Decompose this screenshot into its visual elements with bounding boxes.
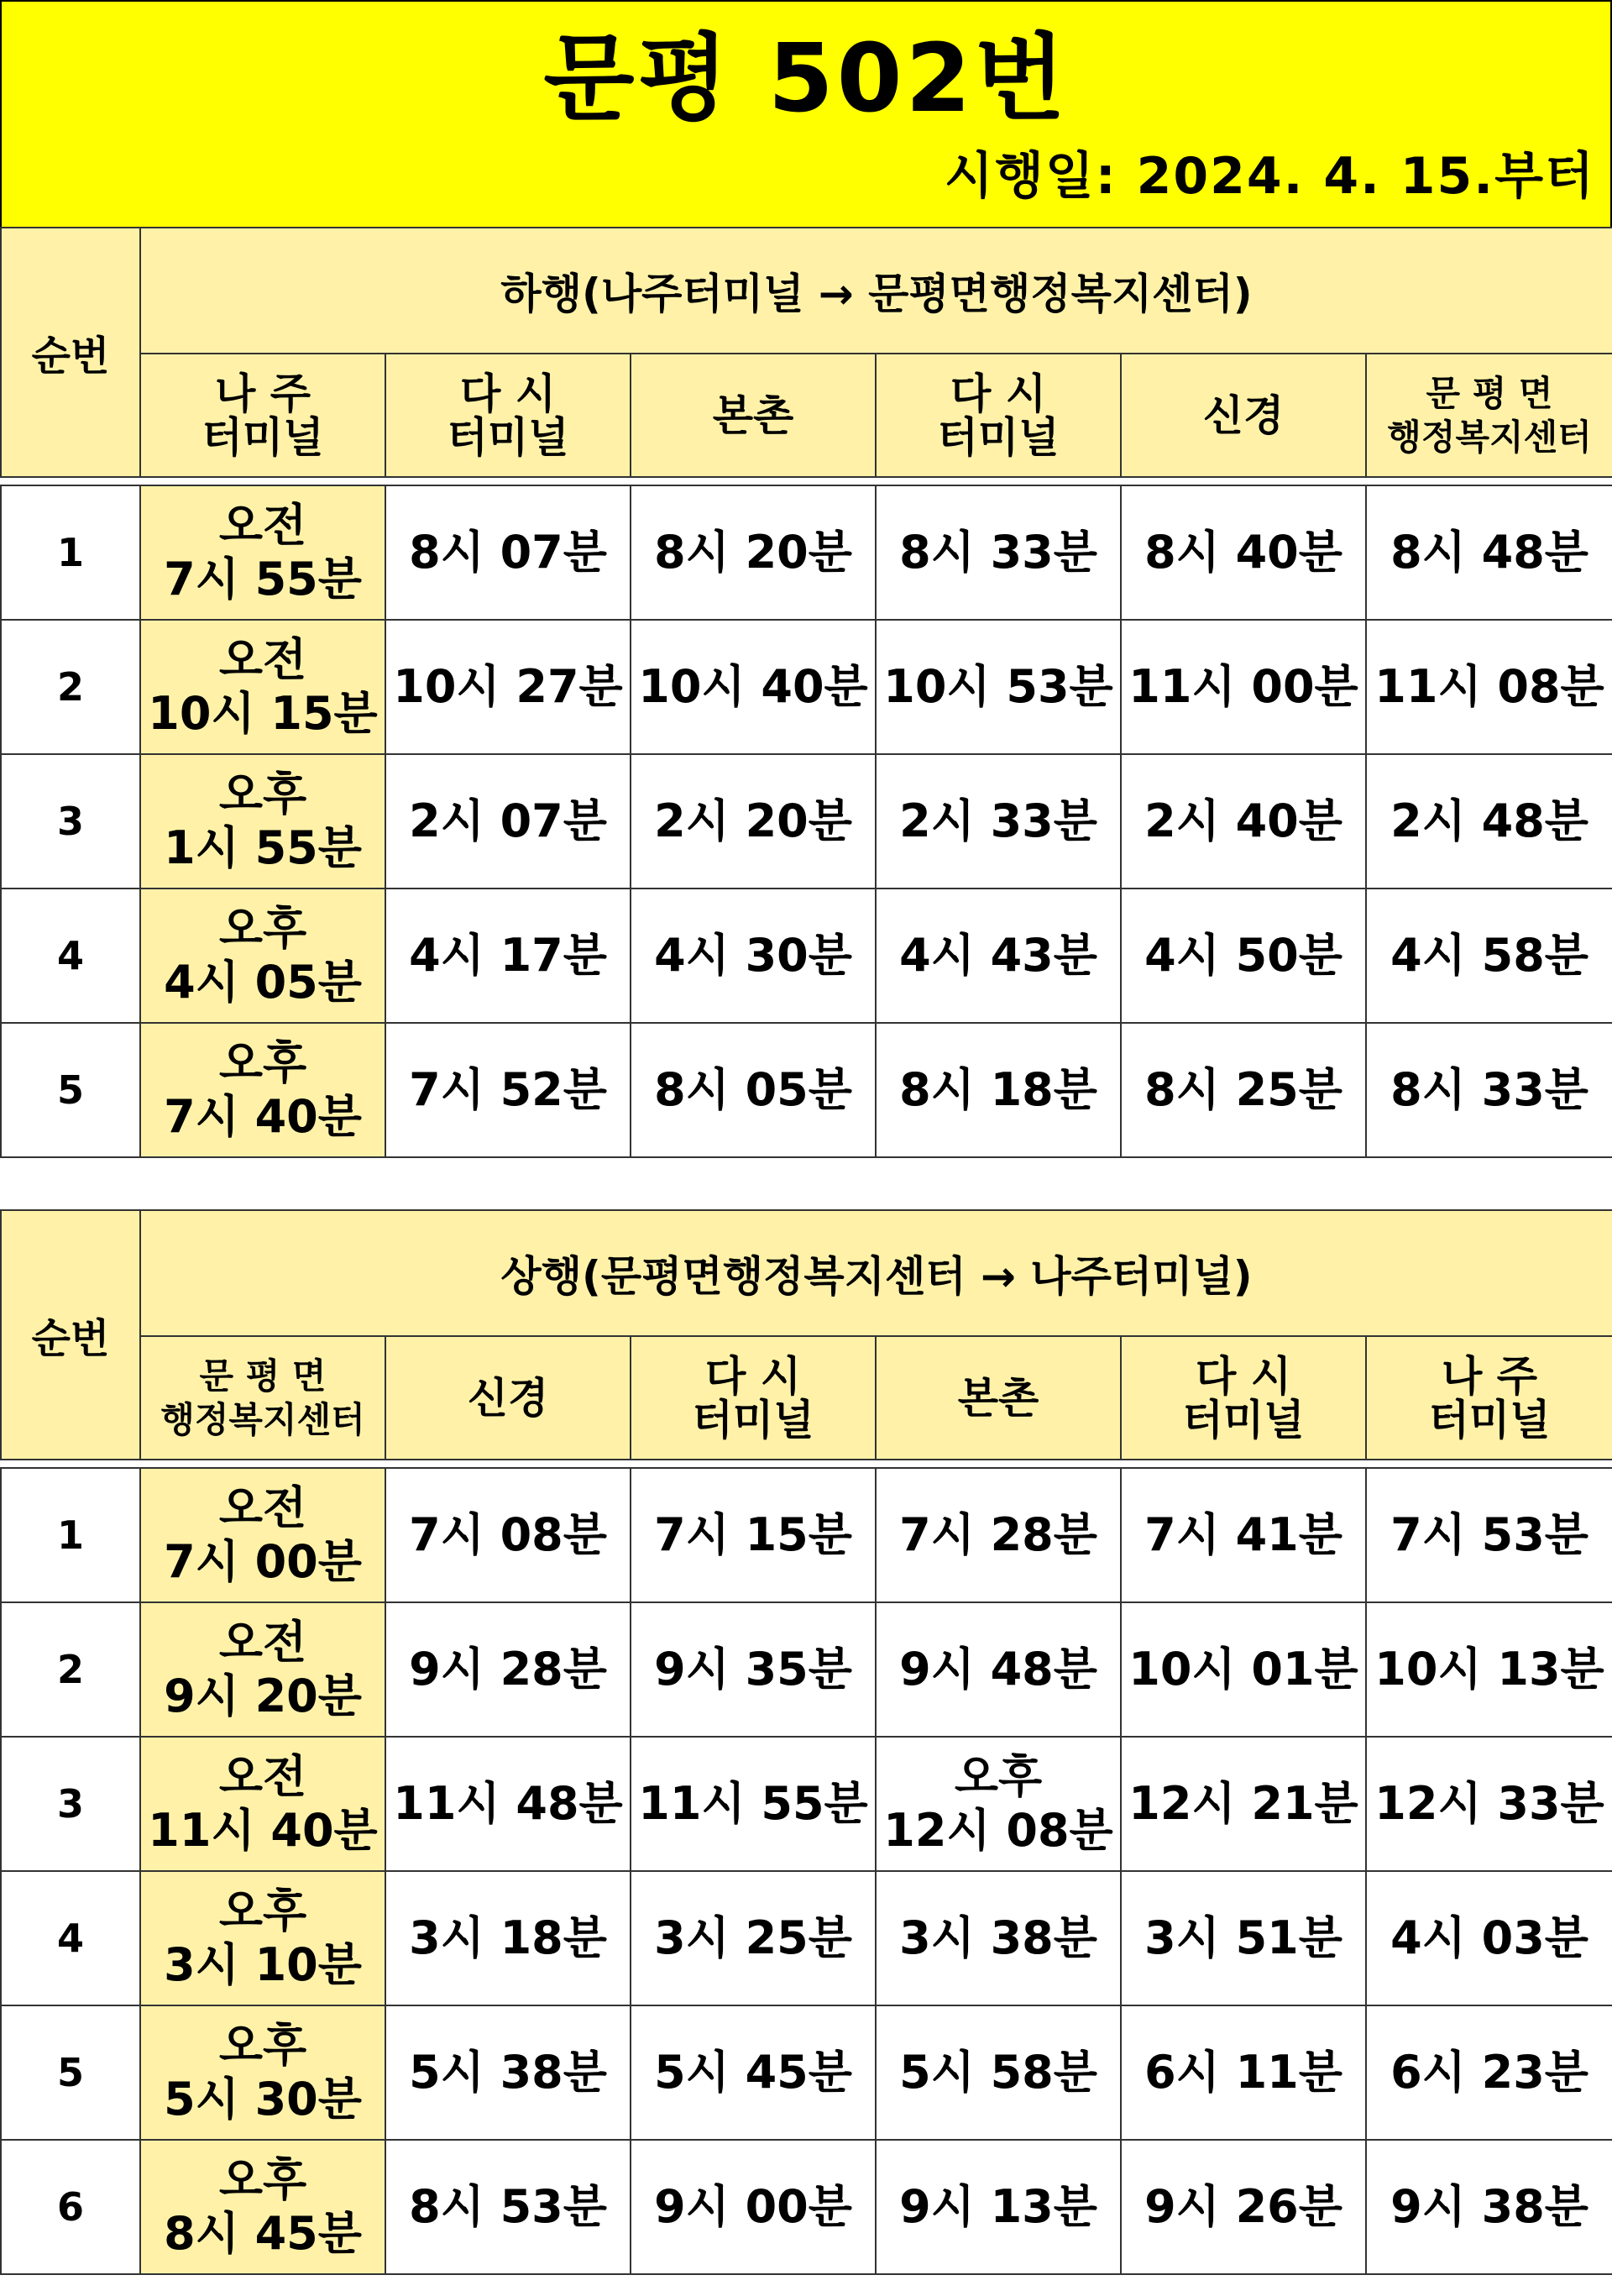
stop-time: 6시 23분 bbox=[1366, 2005, 1612, 2140]
stop-time: 8시 40분 bbox=[1121, 485, 1366, 620]
departure-clock: 5시 30분 bbox=[164, 2073, 362, 2126]
stop-time: 3시 51분 bbox=[1121, 1871, 1366, 2005]
header-divider bbox=[1, 477, 1612, 485]
title-banner bbox=[0, 0, 1612, 230]
departure-time bbox=[140, 889, 385, 1023]
table-row bbox=[1, 1602, 1612, 1737]
departure-time bbox=[140, 1871, 385, 2005]
departure-period: 오후 bbox=[218, 902, 307, 955]
departure-time bbox=[140, 1023, 385, 1157]
table-row bbox=[1, 889, 1612, 1023]
departure-clock: 9시 20분 bbox=[164, 1670, 362, 1722]
stop-time: 4시 03분 bbox=[1366, 1871, 1612, 2005]
stop-time: 9시 26분 bbox=[1121, 2140, 1366, 2274]
stop-name-line1: 문 평 면 bbox=[199, 1355, 327, 1397]
stop-time: 9시 35분 bbox=[631, 1602, 876, 1737]
trip-number: 2 bbox=[1, 620, 140, 754]
stop-time: 7시 53분 bbox=[1366, 1468, 1612, 1602]
stop-time: 4시 50분 bbox=[1121, 889, 1366, 1023]
stop-time: 3시 38분 bbox=[876, 1871, 1121, 2005]
departure-period: 오후 bbox=[218, 2153, 307, 2206]
stop-name-line1: 다 시 bbox=[950, 369, 1046, 418]
stop-time: 9시 28분 bbox=[385, 1602, 631, 1737]
stop-time: 10시 27분 bbox=[385, 620, 631, 754]
table-row bbox=[1, 1737, 1612, 1871]
stop-time: 7시 28분 bbox=[876, 1468, 1121, 1602]
stop-name-line1: 다 시 bbox=[704, 1351, 801, 1401]
stop-header bbox=[140, 1336, 385, 1460]
stop-name-line1: 나 주 bbox=[214, 369, 311, 418]
stop-name-line2: 행정복지센터 bbox=[160, 1398, 365, 1440]
stop-header bbox=[1366, 1336, 1612, 1460]
divider-cell bbox=[1, 1460, 1612, 1468]
stop-time: 8시 33분 bbox=[876, 485, 1121, 620]
departure-period: 오전 bbox=[218, 1481, 307, 1534]
stop-time: 5시 45분 bbox=[631, 2005, 876, 2140]
stop-time: 12시 21분 bbox=[1121, 1737, 1366, 1871]
stop-time: 2시 48분 bbox=[1366, 754, 1612, 889]
stop-time: 11시 48분 bbox=[385, 1737, 631, 1871]
departure-clock: 7시 00분 bbox=[164, 1535, 362, 1588]
downbound-timetable bbox=[0, 227, 1612, 1158]
stop-time: 2시 07분 bbox=[385, 754, 631, 889]
divider-cell bbox=[1, 477, 1612, 485]
sequence-header: 순번 bbox=[1, 228, 140, 477]
table-row bbox=[1, 2140, 1612, 2274]
stop-time: 10시 13분 bbox=[1366, 1602, 1612, 1737]
stop-name-line1: 신경 bbox=[1202, 391, 1285, 440]
departure-time bbox=[140, 754, 385, 889]
stop-time: 8시 18분 bbox=[876, 1023, 1121, 1157]
stop-name-line2: 터미널 bbox=[447, 412, 569, 462]
stop-header bbox=[1121, 1336, 1366, 1460]
stop-time: 9시 00분 bbox=[631, 2140, 876, 2274]
departure-time bbox=[140, 1468, 385, 1602]
stop-header bbox=[876, 354, 1121, 477]
trip-number: 1 bbox=[1, 485, 140, 620]
stop-time: 8시 48분 bbox=[1366, 485, 1612, 620]
trip-number: 4 bbox=[1, 1871, 140, 2005]
departure-clock: 4시 05분 bbox=[164, 956, 362, 1009]
trip-number: 1 bbox=[1, 1468, 140, 1602]
route-direction-title: 상행(문평면행정복지센터 → 나주터미널) bbox=[140, 1210, 1612, 1336]
route-title: 문평 502번 bbox=[543, 24, 1069, 134]
stop-name-line2: 터미널 bbox=[1182, 1395, 1305, 1444]
departure-period: 오전 bbox=[218, 1750, 307, 1803]
stop-name-line1: 신경 bbox=[467, 1373, 549, 1423]
departure-time bbox=[140, 620, 385, 754]
route-direction-title: 하행(나주터미널 → 문평면행정복지센터) bbox=[140, 228, 1612, 354]
stop-time: 2시 40분 bbox=[1121, 754, 1366, 889]
stop-time: 10시 01분 bbox=[1121, 1602, 1366, 1737]
stop-name-line2: 터미널 bbox=[1428, 1395, 1551, 1444]
departure-clock: 1시 55분 bbox=[164, 821, 362, 874]
stop-header bbox=[385, 1336, 631, 1460]
departure-clock: 8시 45분 bbox=[164, 2207, 362, 2260]
header-row bbox=[1, 228, 1612, 354]
stop-name-line1: 문 평 면 bbox=[1426, 372, 1553, 414]
stop-name-line2: 행정복지센터 bbox=[1387, 416, 1592, 458]
table-row bbox=[1, 754, 1612, 889]
table-row bbox=[1, 1871, 1612, 2005]
stop-time: 8시 25분 bbox=[1121, 1023, 1366, 1157]
trip-number: 3 bbox=[1, 1737, 140, 1871]
departure-period: 오후 bbox=[218, 1885, 307, 1937]
stop-header-row bbox=[1, 1336, 1612, 1460]
departure-clock: 3시 10분 bbox=[164, 1938, 362, 1991]
departure-period: 오전 bbox=[218, 499, 307, 552]
trip-number: 5 bbox=[1, 1023, 140, 1157]
stop-time: 11시 00분 bbox=[1121, 620, 1366, 754]
stop-time: 2시 20분 bbox=[631, 754, 876, 889]
stop-header bbox=[631, 354, 876, 477]
stop-time: 7시 08분 bbox=[385, 1468, 631, 1602]
stop-header bbox=[876, 1336, 1121, 1460]
stop-time: 10시 40분 bbox=[631, 620, 876, 754]
departure-period: 오후 bbox=[218, 768, 307, 820]
stop-name-line2: 터미널 bbox=[937, 412, 1060, 462]
stop-time: 12시 33분 bbox=[1366, 1737, 1612, 1871]
upbound-timetable bbox=[0, 1209, 1612, 2275]
departure-time bbox=[140, 1737, 385, 1871]
stop-time: 11시 08분 bbox=[1366, 620, 1612, 754]
departure-time bbox=[140, 485, 385, 620]
stop-name-line1: 본촌 bbox=[712, 391, 794, 440]
stop-time: 5시 38분 bbox=[385, 2005, 631, 2140]
departure-time bbox=[140, 2140, 385, 2274]
stop-time: 8시 53분 bbox=[385, 2140, 631, 2274]
stop-name-line1: 나 주 bbox=[1442, 1351, 1538, 1401]
stop-time-clock: 12시 08분 bbox=[883, 1804, 1113, 1857]
departure-clock: 11시 40분 bbox=[148, 1804, 378, 1857]
header-row bbox=[1, 1210, 1612, 1336]
stop-time: 9시 13분 bbox=[876, 2140, 1121, 2274]
stop-time: 3시 25분 bbox=[631, 1871, 876, 2005]
stop-time: 4시 30분 bbox=[631, 889, 876, 1023]
trip-number: 5 bbox=[1, 2005, 140, 2140]
trip-number: 2 bbox=[1, 1602, 140, 1737]
stop-time: 7시 52분 bbox=[385, 1023, 631, 1157]
stop-time: 6시 11분 bbox=[1121, 2005, 1366, 2140]
stop-name-line1: 다 시 bbox=[459, 369, 556, 418]
departure-clock: 10시 15분 bbox=[148, 687, 378, 740]
stop-time: 9시 38분 bbox=[1366, 2140, 1612, 2274]
departure-period: 오후 bbox=[218, 1036, 307, 1089]
stop-time: 11시 55분 bbox=[631, 1737, 876, 1871]
departure-clock: 7시 55분 bbox=[164, 553, 362, 605]
stop-header bbox=[140, 354, 385, 477]
stop-time: 10시 53분 bbox=[876, 620, 1121, 754]
stop-name-line1: 다 시 bbox=[1195, 1351, 1291, 1401]
stop-time-period: 오후 bbox=[954, 1750, 1043, 1803]
stop-name-line2: 터미널 bbox=[692, 1395, 814, 1444]
stop-time: 7시 41분 bbox=[1121, 1468, 1366, 1602]
stop-time: 5시 58분 bbox=[876, 2005, 1121, 2140]
departure-time bbox=[140, 2005, 385, 2140]
table-row bbox=[1, 1023, 1612, 1157]
stop-header bbox=[631, 1336, 876, 1460]
stop-time: 3시 18분 bbox=[385, 1871, 631, 2005]
stop-time: 4시 17분 bbox=[385, 889, 631, 1023]
stop-time: 8시 05분 bbox=[631, 1023, 876, 1157]
stop-time: 8시 33분 bbox=[1366, 1023, 1612, 1157]
stop-time: 4시 43분 bbox=[876, 889, 1121, 1023]
trip-number: 3 bbox=[1, 754, 140, 889]
stop-time bbox=[876, 1737, 1121, 1871]
departure-period: 오후 bbox=[218, 2019, 307, 2072]
stop-header bbox=[1366, 354, 1612, 477]
table-row bbox=[1, 1468, 1612, 1602]
stop-time: 7시 15분 bbox=[631, 1468, 876, 1602]
stop-name-line2: 터미널 bbox=[202, 412, 324, 462]
stop-time: 4시 58분 bbox=[1366, 889, 1612, 1023]
trip-number: 4 bbox=[1, 889, 140, 1023]
stop-time: 8시 07분 bbox=[385, 485, 631, 620]
departure-clock: 7시 40분 bbox=[164, 1090, 362, 1143]
departure-period: 오전 bbox=[218, 633, 307, 686]
departure-period: 오전 bbox=[218, 1616, 307, 1669]
stop-header bbox=[1121, 354, 1366, 477]
table-row bbox=[1, 2005, 1612, 2140]
stop-time: 9시 48분 bbox=[876, 1602, 1121, 1737]
stop-header bbox=[385, 354, 631, 477]
stop-header-row bbox=[1, 354, 1612, 477]
table-row bbox=[1, 485, 1612, 620]
stop-name-line1: 본촌 bbox=[957, 1373, 1039, 1423]
stop-time: 2시 33분 bbox=[876, 754, 1121, 889]
effective-date: 시행일: 2024. 4. 15.부터 bbox=[944, 147, 1595, 206]
table-row bbox=[1, 620, 1612, 754]
header-divider bbox=[1, 1460, 1612, 1468]
stop-time: 8시 20분 bbox=[631, 485, 876, 620]
sequence-header: 순번 bbox=[1, 1210, 140, 1460]
trip-number: 6 bbox=[1, 2140, 140, 2274]
departure-time bbox=[140, 1602, 385, 1737]
